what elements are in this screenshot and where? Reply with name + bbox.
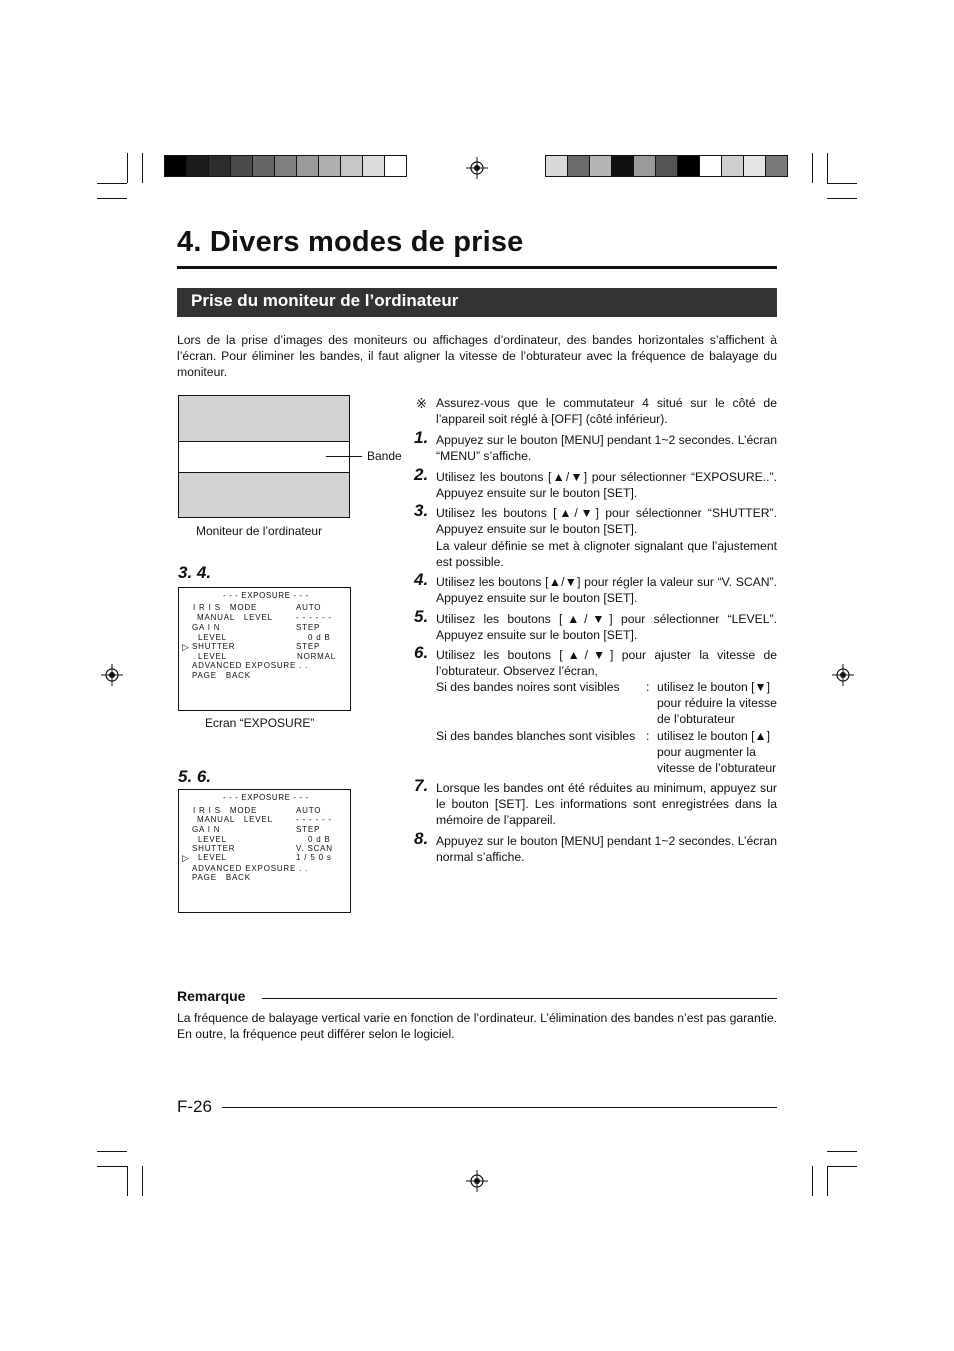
step-number: 2. bbox=[414, 465, 429, 484]
color-swatch bbox=[766, 156, 787, 176]
step-extra-text: La valeur définie se met à clignoter signalant que l’ajustement est possible. bbox=[436, 539, 777, 569]
condition-separator: : bbox=[646, 729, 650, 743]
screen-row-label: I R I S MODE bbox=[193, 806, 258, 815]
screen-row-value: - - - - - - bbox=[296, 815, 332, 824]
screen-row-value: STEP bbox=[296, 825, 321, 834]
step-number: 3. bbox=[414, 501, 429, 520]
monitor-caption: Moniteur de l’ordinateur bbox=[196, 524, 323, 538]
step-number: 8. bbox=[414, 829, 429, 848]
page-title: 4. Divers modes de prise bbox=[177, 226, 524, 258]
color-swatch bbox=[341, 156, 363, 176]
screen-row-value: 0 d B bbox=[308, 835, 331, 844]
title-rule bbox=[177, 266, 777, 269]
screen-row-label: SHUTTER bbox=[192, 844, 236, 853]
color-swatch bbox=[568, 156, 590, 176]
color-swatch bbox=[231, 156, 253, 176]
step-text: Utilisez les boutons [▲/▼] pour ajuster la vitesse de l’obturateur. Observez l’écran, bbox=[436, 648, 777, 678]
screen-row-value: STEP bbox=[296, 642, 321, 651]
screen-row-label: PAGE BACK bbox=[192, 671, 251, 680]
color-swatch bbox=[722, 156, 744, 176]
dark-band bbox=[179, 396, 349, 441]
screen-header: - - - EXPOSURE - - - bbox=[223, 793, 309, 802]
condition-result: utilisez le bouton [▲] pour augmenter la vitesse de l’obturateur bbox=[657, 729, 777, 775]
screen-row-label: I R I S MODE bbox=[193, 603, 258, 612]
screen-row-label: MANUAL LEVEL bbox=[197, 613, 273, 622]
screen-row-value: 1 / 5 0 s bbox=[296, 853, 332, 862]
monitor-figure bbox=[178, 395, 350, 518]
exposure-screen-2 bbox=[178, 789, 351, 913]
color-swatch bbox=[700, 156, 722, 176]
screen-row-label: LEVEL bbox=[198, 853, 227, 862]
screen-row-label: PAGE BACK bbox=[192, 873, 251, 882]
screen-row-label: LEVEL bbox=[198, 652, 227, 661]
registration-mark-icon bbox=[466, 1170, 488, 1192]
color-swatch bbox=[209, 156, 231, 176]
step-number: 5. bbox=[414, 607, 429, 626]
condition-separator: : bbox=[646, 680, 650, 694]
color-swatch bbox=[590, 156, 612, 176]
remark-text: La fréquence de balayage vertical varie en fonction de l’ordinateur. L’élimination des bandes n’est pas garantie. En outre, la fréquence peut différer selon le logiciel. bbox=[177, 1011, 777, 1041]
step-text: Utilisez les boutons [▲/▼] pour sélectionner “SHUTTER”. Appuyez ensuite sur le bouton [SET]. bbox=[436, 506, 777, 536]
note-text: Assurez-vous que le commutateur 4 situé sur le côté de l’appareil soit réglé à [OFF] (côté inférieur). bbox=[436, 396, 777, 426]
screen-header: - - - EXPOSURE - - - bbox=[223, 591, 309, 600]
step-text: Appuyez sur le bouton [MENU] pendant 1~2 secondes. L’écran normal s’affiche. bbox=[436, 834, 777, 864]
color-swatch bbox=[319, 156, 341, 176]
screen-row-label: LEVEL bbox=[198, 633, 227, 642]
screen-row-label: SHUTTER bbox=[192, 642, 236, 651]
screen-row-label: MANUAL LEVEL bbox=[197, 815, 273, 824]
step-number: 7. bbox=[414, 776, 429, 795]
color-swatch bbox=[634, 156, 656, 176]
color-swatch bbox=[385, 156, 406, 176]
screen-row-value: V. SCAN bbox=[296, 844, 333, 853]
remark-rule bbox=[262, 998, 777, 999]
color-swatch bbox=[678, 156, 700, 176]
registration-mark-icon bbox=[466, 157, 488, 179]
color-swatch bbox=[546, 156, 568, 176]
screen-row-label: ADVANCED EXPOSURE . . bbox=[192, 661, 309, 670]
color-swatch bbox=[656, 156, 678, 176]
step-text: Appuyez sur le bouton [MENU] pendant 1~2 secondes. L’écran “MENU” s’affiche. bbox=[436, 433, 777, 463]
color-bar-right bbox=[545, 155, 788, 177]
color-swatch bbox=[165, 156, 187, 176]
condition-result: utilisez le bouton [▼] pour réduire la vitesse de l’obturateur bbox=[657, 680, 777, 726]
footer-rule bbox=[222, 1107, 777, 1108]
screen-row-label: ADVANCED EXPOSURE . . bbox=[192, 864, 309, 873]
step-text: Utilisez les boutons [▲/▼] pour régler la valeur sur “V. SCAN”. Appuyez ensuite sur le bouton [SET]. bbox=[436, 575, 777, 605]
step-text: Lorsque les bandes ont été réduites au minimum, appuyez sur le bouton [SET]. Les informations sont enregistrées dans la mémoire de l’appareil. bbox=[436, 781, 777, 827]
color-swatch bbox=[612, 156, 634, 176]
step-number: 4. bbox=[414, 570, 429, 589]
condition-black-bands: Si des bandes noires sont visibles bbox=[436, 680, 620, 694]
screen-row-value: STEP bbox=[296, 623, 321, 632]
screen-caption: Ecran “EXPOSURE” bbox=[205, 716, 315, 730]
note-icon: ※ bbox=[416, 396, 427, 411]
color-swatch bbox=[187, 156, 209, 176]
color-swatch bbox=[744, 156, 766, 176]
cursor-icon: ▷ bbox=[182, 642, 189, 652]
color-swatch bbox=[297, 156, 319, 176]
condition-white-bands: Si des bandes blanches sont visibles bbox=[436, 729, 636, 743]
step-number: 1. bbox=[414, 428, 429, 447]
color-swatch bbox=[275, 156, 297, 176]
screen-row-label: LEVEL bbox=[198, 835, 227, 844]
screen-row-label: GA I N bbox=[192, 825, 221, 834]
section-title: Prise du moniteur de l’ordinateur bbox=[191, 291, 459, 310]
color-bar-left bbox=[164, 155, 407, 177]
registration-mark-icon bbox=[832, 664, 854, 686]
step-label-5-6: 5. 6. bbox=[178, 767, 212, 786]
screen-row-value: AUTO bbox=[296, 603, 322, 612]
intro-paragraph: Lors de la prise d’images des moniteurs ou affichages d’ordinateur, des bandes horizontales s’affichent à l’écran. Pour éliminer les bandes, il faut aligner la vitesse de l’obturateur avec la fréquence de balayage du moniteur. bbox=[177, 333, 777, 379]
remark-title: Remarque bbox=[177, 988, 246, 1004]
screen-row-label: GA I N bbox=[192, 623, 221, 632]
cursor-icon: ▷ bbox=[182, 853, 189, 863]
color-swatch bbox=[253, 156, 275, 176]
screen-row-value: - - - - - - bbox=[296, 613, 332, 622]
registration-mark-icon bbox=[101, 664, 123, 686]
color-swatch bbox=[363, 156, 385, 176]
screen-row-value: AUTO bbox=[296, 806, 322, 815]
step-text: Utilisez les boutons [▲/▼] pour sélectionner “EXPOSURE..”. Appuyez ensuite sur le bouton [SET]. bbox=[436, 470, 777, 500]
screen-row-value: 0 d B bbox=[308, 633, 331, 642]
exposure-screen-1 bbox=[178, 587, 351, 711]
band-label: Bande bbox=[367, 449, 402, 463]
page-number: F-26 bbox=[177, 1097, 212, 1116]
step-label-3-4: 3. 4. bbox=[178, 563, 212, 582]
step-text: Utilisez les boutons [▲/▼] pour sélectionner “LEVEL”. Appuyez ensuite sur le bouton [SET]. bbox=[436, 612, 777, 642]
screen-row-value: NORMAL bbox=[297, 652, 337, 661]
step-number: 6. bbox=[414, 643, 429, 662]
band-leader-line bbox=[326, 456, 362, 457]
dark-band bbox=[179, 473, 349, 517]
